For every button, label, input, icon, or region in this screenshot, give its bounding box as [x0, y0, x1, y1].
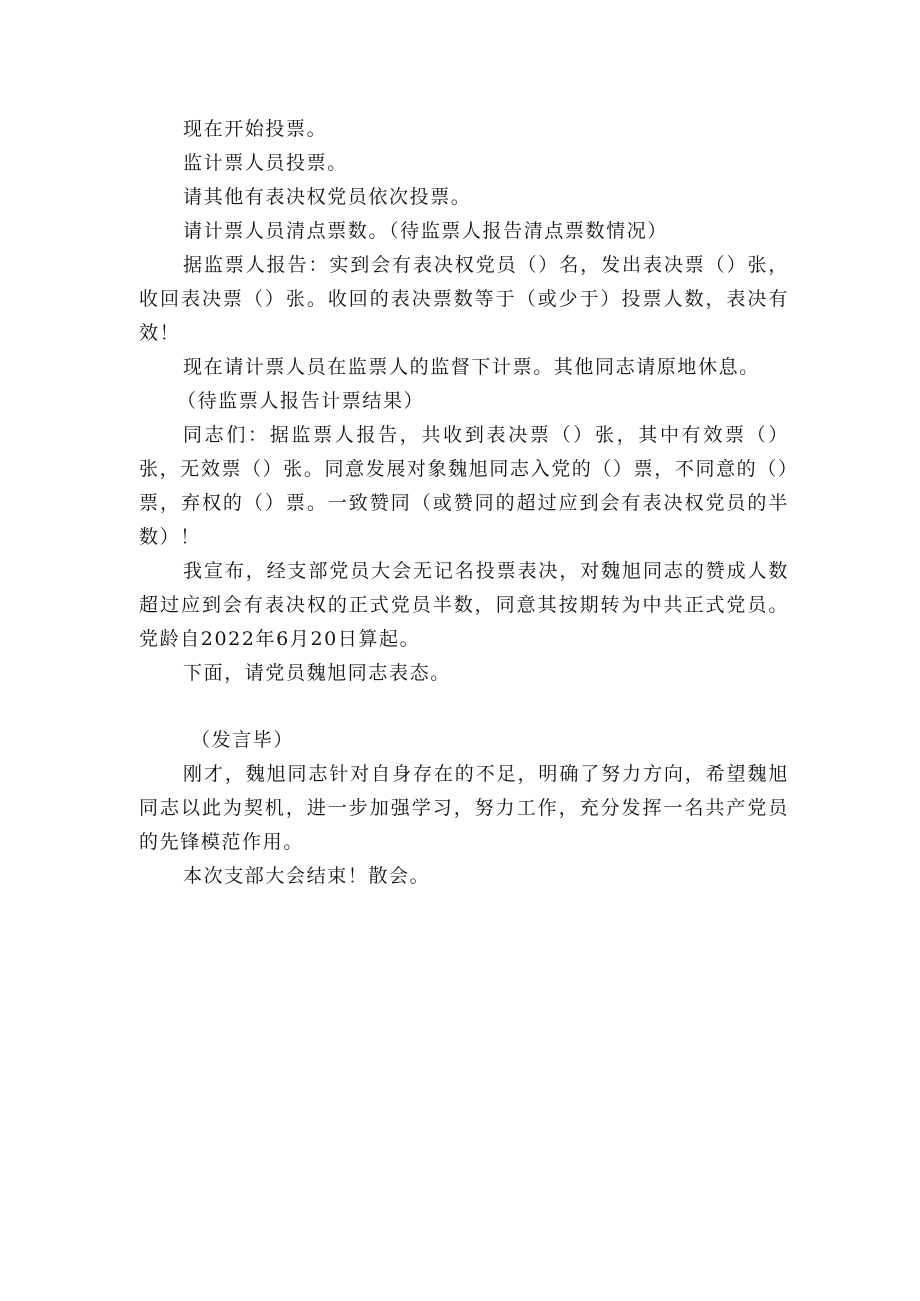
paragraph-count-votes: 请计票人员清点票数。（待监票人报告清点票数情况） [183, 220, 668, 242]
paragraph-speech-finished: （发言毕） [191, 729, 295, 751]
paragraph-monitors-vote: 监计票人员投票。 [183, 152, 348, 174]
paragraph-meeting-end: 本次支部大会结束！散会。 [183, 865, 431, 887]
paragraph-vote-count-report: 据监票人报告：实到会有表决权党员（）名，发出表决票（）张，收回表决票（）张。收回的表决票数等于（或少于）投票人数，表决有效！ [139, 254, 789, 344]
paragraph-member-statement-invite: 下面，请党员魏旭同志表态。 [183, 662, 451, 684]
document-body [139, 112, 789, 893]
paragraph-announcement: 我宣布，经支部党员大会无记名投票表决，对魏旭同志的赞成人数超过应到会有表决权的正式党员半数，同意其按期转为中共正式党员。党龄自2022年6月20日算起。 [139, 560, 789, 650]
paragraph-closing-remarks: 刚才，魏旭同志针对自身存在的不足，明确了努力方向，希望魏旭同志以此为契机，进一步加强学习，努力工作，充分发挥一名共产党员的先锋模范作用。 [139, 763, 789, 853]
paragraph-start-voting: 现在开始投票。 [183, 118, 328, 140]
paragraph-tally-under-supervision: 现在请计票人员在监票人的监督下计票。其他同志请原地休息。 [183, 356, 760, 378]
paragraph-gap [139, 690, 789, 723]
paragraph-others-vote: 请其他有表决权党员依次投票。 [183, 186, 472, 208]
paragraph-await-results: （待监票人报告计票结果） [177, 390, 425, 412]
paragraph-results-report: 同志们：据监票人报告，共收到表决票（）张，其中有效票（）张，无效票（）张。同意发展对象魏旭同志入党的（）票，不同意的（）票，弃权的（）票。一致赞同（或赞同的超过应到会有表决权党员的半数）！ [139, 424, 789, 548]
